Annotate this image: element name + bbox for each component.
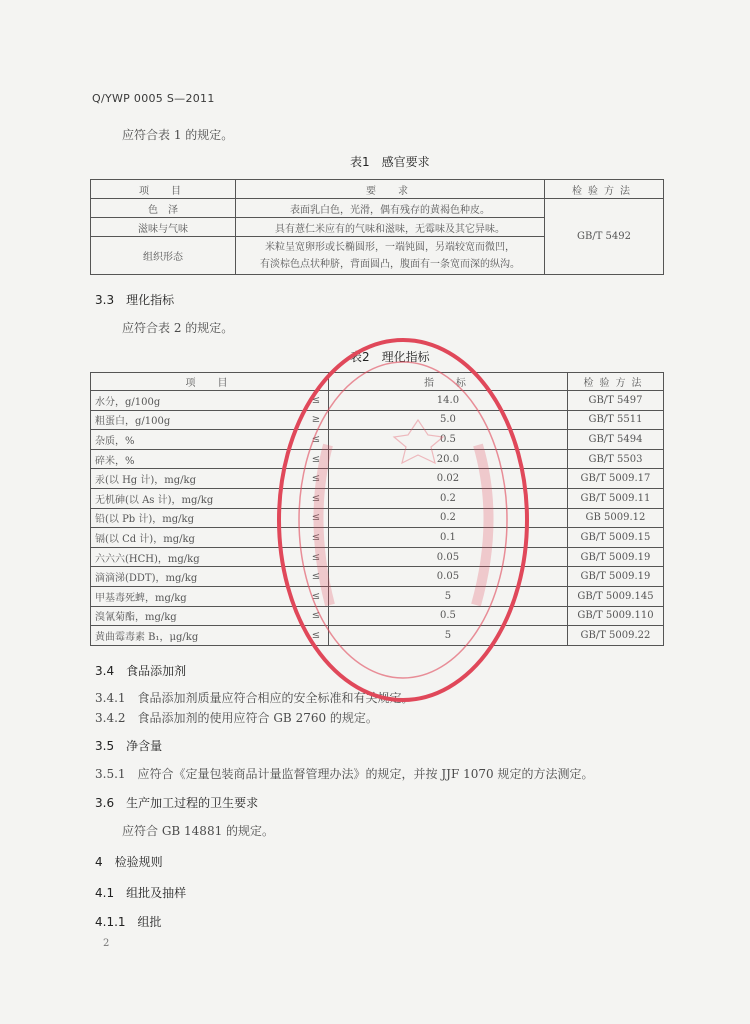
cell-method: GB 5009.12 <box>567 508 663 528</box>
cell-item: 镉(以 Cd 计)，mg/kg <box>91 528 304 548</box>
table-row <box>91 469 664 489</box>
cell-item: 甲基毒死蜱，mg/kg <box>91 586 304 606</box>
table-header-row <box>91 180 664 199</box>
section-3-6-text: 应符合 GB 14881 的规定。 <box>122 824 275 838</box>
section-3-5-heading: 3.5 净含量 <box>95 739 163 753</box>
requirement-line: 米粒呈宽卵形或长椭圆形，一端钝圆，另端较宽而微凹， <box>265 241 515 253</box>
section-4-1-heading: 4.1 组批及抽样 <box>95 886 187 900</box>
page-number: 2 <box>103 938 110 949</box>
section-4-1-1-heading: 4.1.1 组批 <box>95 915 162 929</box>
cell-value: 0.5 <box>328 606 567 626</box>
cell-operator: ≤ <box>304 528 329 548</box>
cell-item: 汞(以 Hg 计)，mg/kg <box>91 469 304 489</box>
cell-method: GB/T 5497 <box>567 391 663 411</box>
table-row <box>91 528 664 548</box>
header-item: 项 目 <box>91 373 329 391</box>
cell-item: 杂质，% <box>91 430 304 450</box>
cell-value: 0.2 <box>328 508 567 528</box>
table1-caption: 表1 感官要求 <box>350 155 430 169</box>
header-requirement: 要 求 <box>236 180 545 199</box>
table-row <box>91 488 664 508</box>
requirement-line: 有淡棕色点状种脐，背面圆凸，腹面有一条宽而深的纵沟。 <box>260 258 520 270</box>
cell-item: 滴滴涕(DDT)，mg/kg <box>91 567 304 587</box>
cell-item: 铅(以 Pb 计)，mg/kg <box>91 508 304 528</box>
cell-operator: ≤ <box>304 508 329 528</box>
cell-requirement: 具有薏仁米应有的气味和滋味，无霉味及其它异味。 <box>236 218 545 237</box>
table-row <box>91 199 664 218</box>
cell-method: GB/T 5503 <box>567 449 663 469</box>
cell-operator: ≥ <box>304 410 329 430</box>
cell-method: GB/T 5009.17 <box>567 469 663 489</box>
cell-value: 0.05 <box>328 567 567 587</box>
cell-method: GB/T 5494 <box>567 430 663 450</box>
table-row <box>91 508 664 528</box>
cell-method: GB/T 5009.145 <box>567 586 663 606</box>
cell-value: 14.0 <box>328 391 567 411</box>
cell-method: GB/T 5492 <box>545 199 664 275</box>
cell-method: GB/T 5009.15 <box>567 528 663 548</box>
physicochemical-table <box>90 372 664 646</box>
cell-operator: ≤ <box>304 449 329 469</box>
header-index: 指 标 <box>328 373 567 391</box>
cell-item: 水分，g/100g <box>91 391 304 411</box>
cell-item: 粗蛋白，g/100g <box>91 410 304 430</box>
section-3-6-heading: 3.6 生产加工过程的卫生要求 <box>95 796 259 810</box>
table-row <box>91 606 664 626</box>
table2-caption: 表2 理化指标 <box>350 350 430 364</box>
cell-item: 组织形态 <box>91 237 236 275</box>
header-method: 检验方法 <box>545 180 664 199</box>
table-row <box>91 626 664 646</box>
cell-item: 六六六(HCH)，mg/kg <box>91 547 304 567</box>
cell-method: GB/T 5009.19 <box>567 547 663 567</box>
cell-value: 0.2 <box>328 488 567 508</box>
cell-operator: ≤ <box>304 547 329 567</box>
cell-value: 0.1 <box>328 528 567 548</box>
cell-value: 0.05 <box>328 547 567 567</box>
cell-operator: ≤ <box>304 488 329 508</box>
cell-value: 5.0 <box>328 410 567 430</box>
cell-method: GB/T 5009.110 <box>567 606 663 626</box>
cell-item: 色 泽 <box>91 199 236 218</box>
sensory-requirements-table <box>90 179 664 275</box>
cell-method: GB/T 5511 <box>567 410 663 430</box>
intro-paragraph: 应符合表 1 的规定。 <box>122 128 234 142</box>
document-number: Q/YWP 0005 S—2011 <box>92 92 215 105</box>
section-3-3-text: 应符合表 2 的规定。 <box>122 321 234 335</box>
table-row <box>91 449 664 469</box>
cell-value: 0.02 <box>328 469 567 489</box>
cell-operator: ≤ <box>304 567 329 587</box>
cell-operator: ≤ <box>304 391 329 411</box>
cell-item: 滋味与气味 <box>91 218 236 237</box>
table-row <box>91 430 664 450</box>
table-row <box>91 391 664 411</box>
cell-method: GB/T 5009.11 <box>567 488 663 508</box>
table-row <box>91 567 664 587</box>
cell-method: GB/T 5009.22 <box>567 626 663 646</box>
cell-value: 20.0 <box>328 449 567 469</box>
header-method: 检验方法 <box>567 373 663 391</box>
cell-operator: ≤ <box>304 606 329 626</box>
cell-operator: ≤ <box>304 626 329 646</box>
section-3-4-heading: 3.4 食品添加剂 <box>95 664 187 678</box>
cell-item: 碎米，% <box>91 449 304 469</box>
section-3-3-heading: 3.3 理化指标 <box>95 293 175 307</box>
section-3-4-1: 3.4.1 食品添加剂质量应符合相应的安全标准和有关规定。 <box>95 691 414 705</box>
cell-requirement: 表面乳白色，光滑，偶有残存的黄褐色种皮。 <box>236 199 545 218</box>
section-3-5-1: 3.5.1 应符合《定量包装商品计量监督管理办法》的规定，并按 JJF 1070 规定的方法测定。 <box>95 767 594 781</box>
section-3-4-2: 3.4.2 食品添加剂的使用应符合 GB 2760 的规定。 <box>95 711 378 725</box>
table-row <box>91 410 664 430</box>
cell-item: 黄曲霉毒素 B₁，μg/kg <box>91 626 304 646</box>
table-row <box>91 547 664 567</box>
header-item: 项 目 <box>91 180 236 199</box>
cell-operator: ≤ <box>304 430 329 450</box>
table-body <box>91 391 664 646</box>
cell-operator: ≤ <box>304 586 329 606</box>
cell-method: GB/T 5009.19 <box>567 567 663 587</box>
cell-value: 0.5 <box>328 430 567 450</box>
cell-item: 无机砷(以 As 计)，mg/kg <box>91 488 304 508</box>
table-header-row <box>91 373 664 391</box>
cell-operator: ≤ <box>304 469 329 489</box>
table-row <box>91 586 664 606</box>
section-4-heading: 4 检验规则 <box>95 855 163 869</box>
cell-item: 溴氰菊酯，mg/kg <box>91 606 304 626</box>
cell-value: 5 <box>328 586 567 606</box>
cell-value: 5 <box>328 626 567 646</box>
cell-requirement <box>236 237 545 275</box>
